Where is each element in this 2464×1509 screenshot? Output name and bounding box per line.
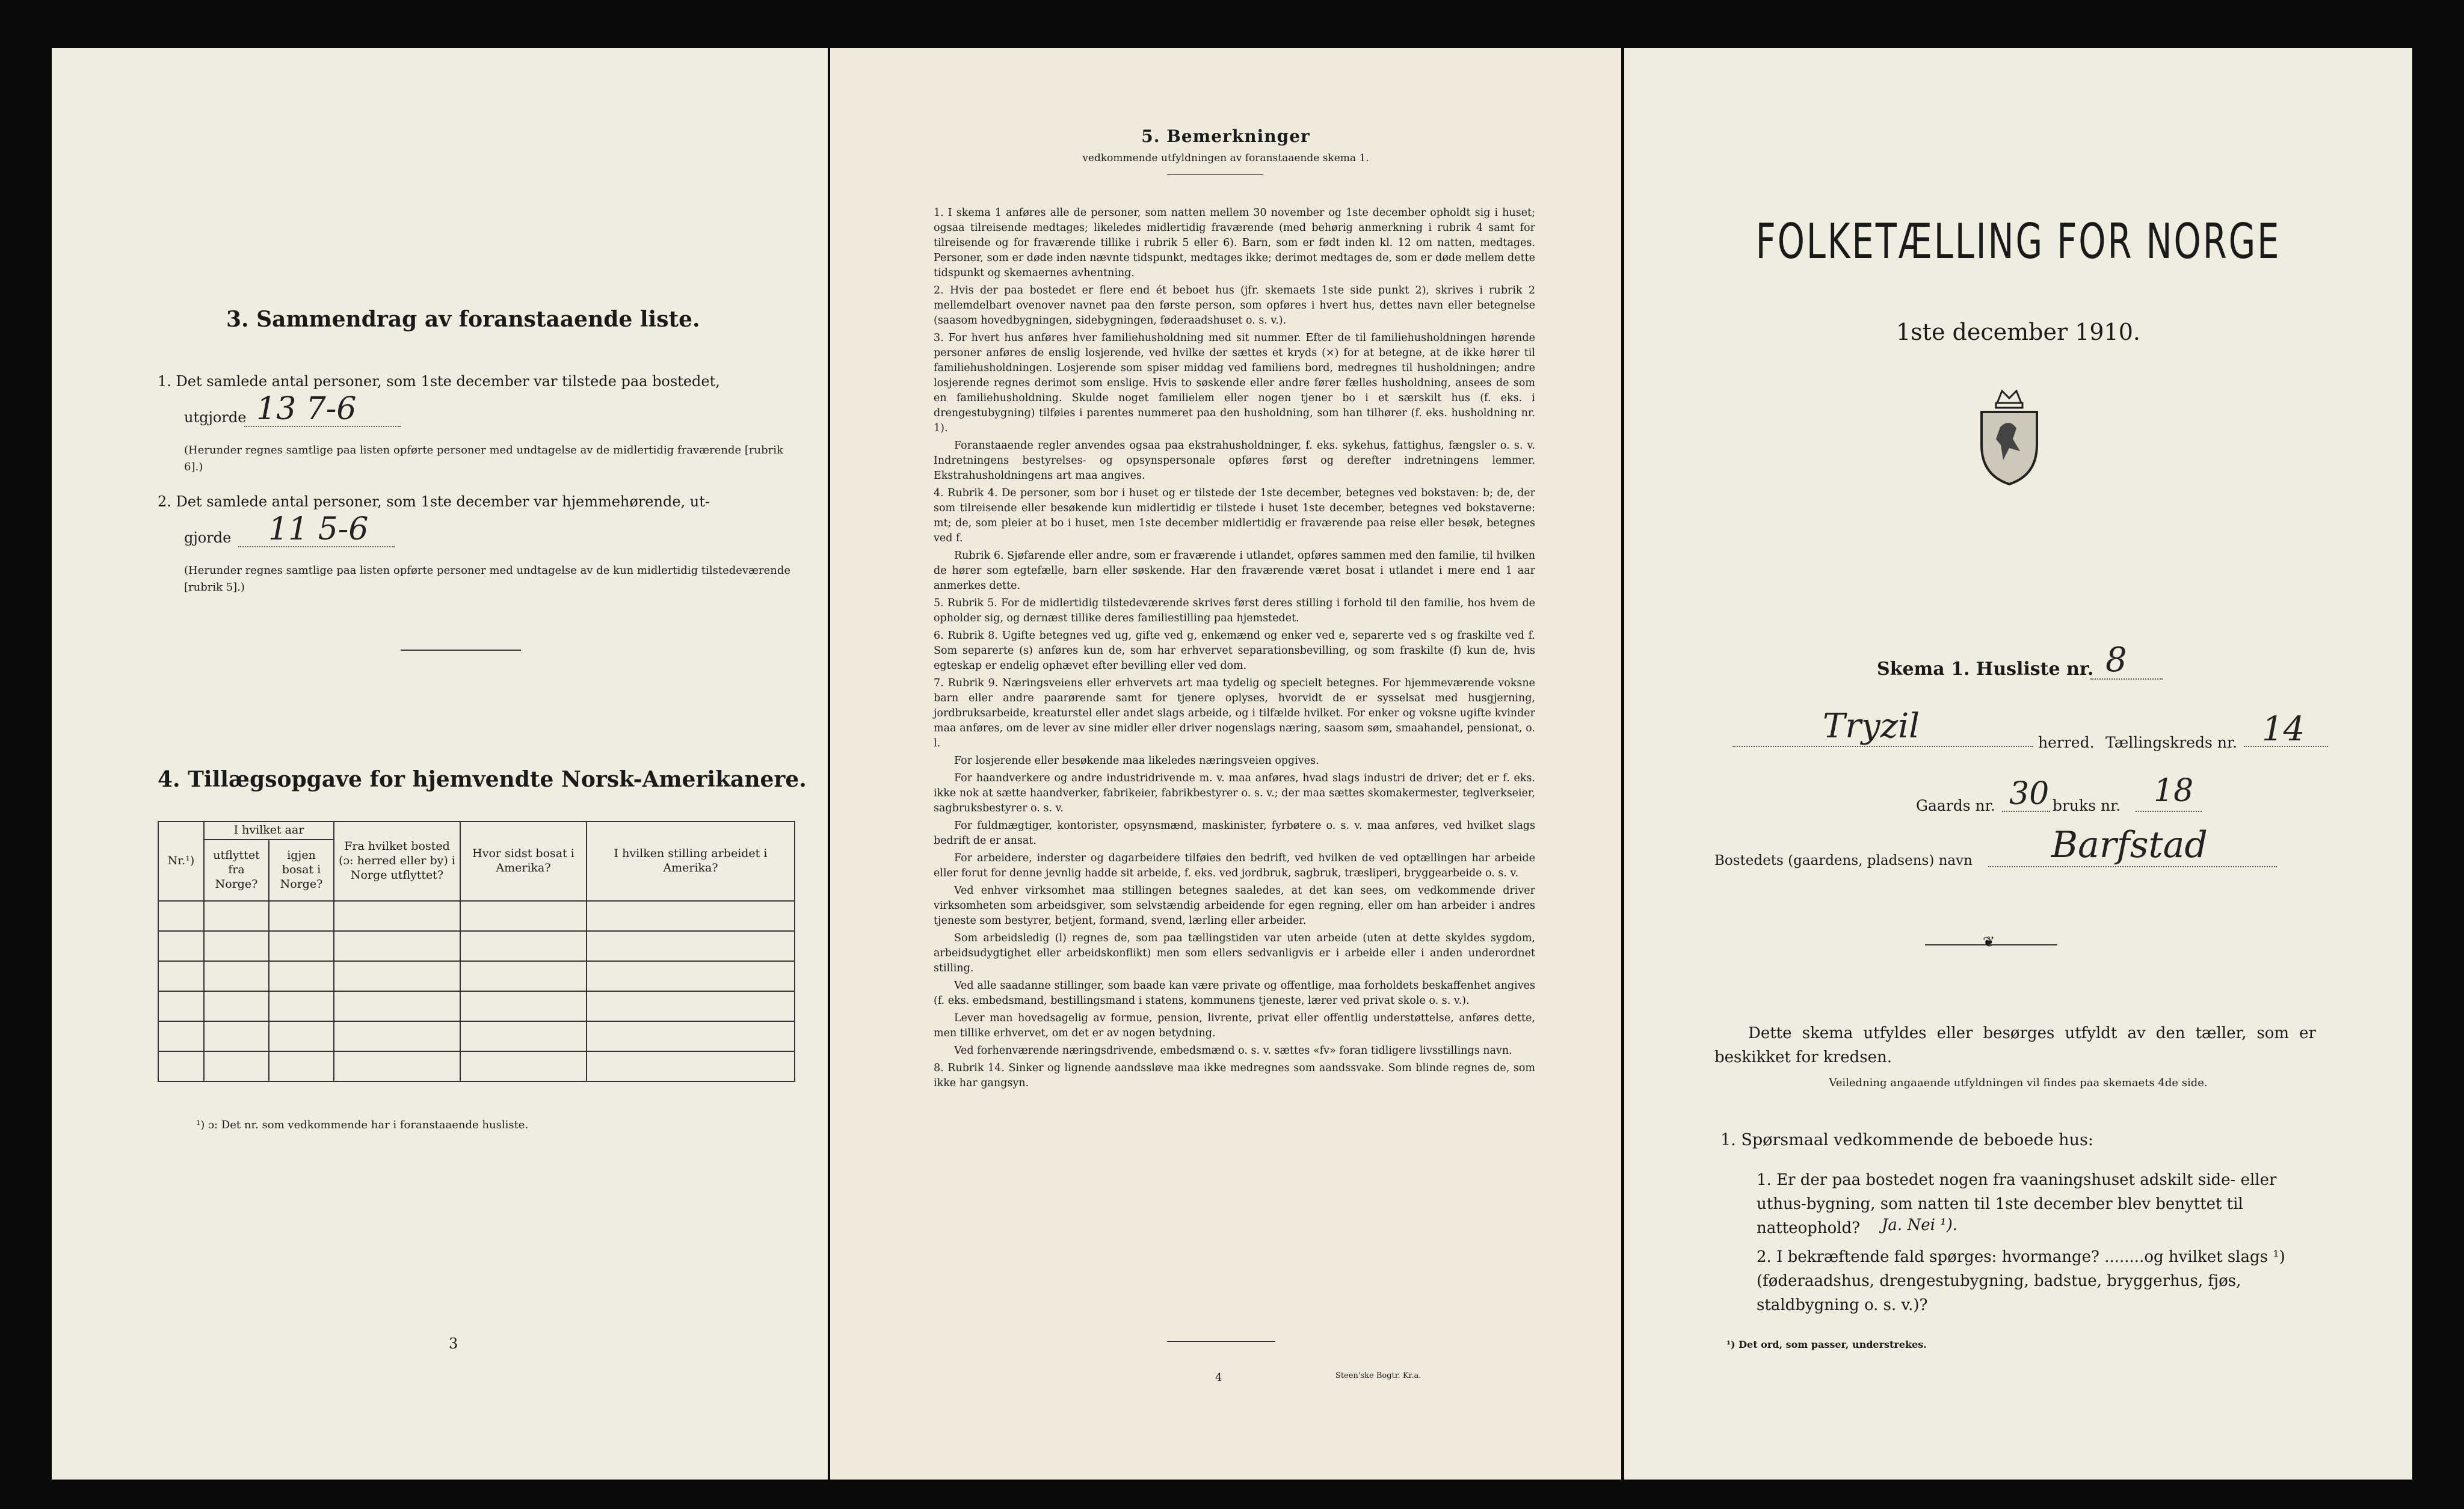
remark-paragraph: 8. Rubrik 14. Sinker og lignende aandssløve maa ikke medregnes som aandssvake. Som blinde regnes de, som ikke har gangsyn. (934, 1062, 1535, 1089)
kreds-label: Tællingskreds nr. (2105, 734, 2238, 751)
page-number: 4 (1215, 1371, 1222, 1384)
questions-heading: 1. Spørsmaal vedkommende de beboede hus: (1720, 1131, 2093, 1149)
th-out: utflyttet fra Norge? (204, 840, 269, 901)
instructions: Dette skema utfyldes eller besørges utfyldt av den tæller, som er beskikket for kredsen. (1714, 1024, 2316, 1066)
table-row (158, 991, 795, 1021)
herred-line (1732, 746, 2033, 747)
bosted-value: Barfstad (2051, 824, 2208, 866)
remark-paragraph: Som arbeidsledig (l) regnes de, som paa tællingstiden var uten arbeide (uten at dette skyldes sygdom, arbeidsudygtighet eller arbeidskonflikt) men som ellers sedvanligvis er i arbeide eller i anden underordnet stilling. (934, 932, 1535, 974)
page-middle (830, 48, 1621, 1480)
item2-lead: gjorde (184, 529, 232, 546)
th-where: Hvor sidst bosat i Amerika? (460, 822, 587, 901)
page-right (1624, 48, 2412, 1480)
bosted-line (1988, 866, 2277, 867)
gaards-label: Gaards nr. (1916, 797, 1995, 814)
section4-title: 4. Tillægsopgave for hjemvendte Norsk-Amerikanere. (158, 767, 807, 792)
table-row (158, 961, 795, 991)
footnote: ¹) ɔ: Det nr. som vedkommende har i foranstaaende husliste. (196, 1119, 529, 1131)
th-back: igjen bosat i Norge? (269, 840, 334, 901)
husliste-line (2090, 678, 2163, 680)
census-date: 1ste december 1910. (1896, 319, 2140, 345)
section3-title: 3. Sammendrag av foranstaaende liste. (226, 307, 700, 332)
end-rule (1167, 1341, 1275, 1342)
remark-paragraph: Rubrik 6. Sjøfarende eller andre, som er fraværende i utlandet, opføres sammen med den familie, til hvilken de hører som egtefælle, barn eller søskende. Har den fraværende været bosat i utlandet i mere end 1 aar anmerkes dette. (934, 550, 1535, 592)
item2-value: 11 5-6 (268, 511, 369, 547)
kreds-value: 14 (2262, 710, 2305, 749)
veiledning: Veiledning angaaende utfyldningen vil findes paa skemaets 4de side. (1829, 1077, 2208, 1089)
herred-label: herred. (2038, 734, 2095, 751)
norsk-amerikanere-table (158, 821, 795, 1082)
item2-note: (Herunder regnes samtlige paa listen opførte personer med undtagelse av de kun midlertidig tilstedeværende [rubrik 5].) (184, 564, 791, 594)
coat-of-arms-icon (1973, 385, 2045, 487)
item1-value: 13 7-6 (256, 391, 357, 427)
remark-paragraph: Ved alle saadanne stillinger, som baade kan være private og offentlige, maa forholdets beskaffenhet angives (f. eks. embedsmand, bestillingsmand i statens, kommunens tjeneste, lærer ved privat skole o. s. v.). (934, 980, 1535, 1007)
th-job: I hvilken stilling arbeidet i Amerika? (587, 822, 795, 901)
remark-paragraph: Ved forhenværende næringsdrivende, embedsmænd o. s. v. sættes «fv» foran tidligere livsstillings navn. (954, 1045, 1512, 1057)
remark-paragraph: Lever man hovedsagelig av formue, pension, livrente, privat eller offentlig understøttelse, anføres dette, men tillike erhvervet, om det er av nogen betydning. (934, 1012, 1535, 1039)
item1-line (244, 426, 401, 427)
remark-paragraph: For fuldmægtiger, kontorister, opsynsmænd, maskinister, fyrbøtere o. s. v. maa anføres, ved hvilket slags bedrift de er ansat. (934, 820, 1535, 847)
remarks-body (934, 206, 1535, 1093)
th-from: Fra hvilket bosted (ɔ: herred eller by) i Norge utflyttet? (334, 822, 460, 901)
footnote: ¹) Det ord, som passer, understrekes. (1726, 1339, 1927, 1350)
kreds-line (2244, 746, 2328, 747)
item1-lead: utgjorde (184, 409, 247, 426)
remark-paragraph: For losjerende eller besøkende maa likeledes næringsveien opgives. (954, 755, 1319, 767)
question-2: 2. I bekræftende fald spørges: hvormange? ........og hvilket slags ¹) (føderaadshus, drengestubygning, badstue, bryggerhus, fjøs, staldbygning o. s. v.)? (1757, 1248, 2285, 1314)
ornament-icon: ❦ (1983, 933, 1995, 950)
remark-paragraph: 1. I skema 1 anføres alle de personer, som natten mellem 30 november og 1ste december opholdt sig i huset; ogsaa tilreisende medtages; likeledes midlertidig fraværende (med behørig anmerkning i rubrik 4 samt for tilreisende og for fraværende tillike i rubrik 5 eller 6). Barn, som er født inden kl. 12 om natten, medtages. Personer, som er døde inden nævnte tidspunkt, medtages ikke; derimot medtages de, som er døde mellem dette tidspunkt og skemaernes avhentning. (934, 207, 1535, 279)
skema-label: Skema 1. Husliste nr. (1877, 659, 2094, 680)
th-nr: Nr.¹) (158, 822, 204, 901)
divider (401, 650, 521, 651)
husliste-nr: 8 (2105, 641, 2127, 680)
page-left (52, 48, 828, 1480)
herred-value: Tryzil (1823, 707, 1920, 746)
remark-paragraph: 7. Rubrik 9. Næringsveiens eller erhvervets art maa tydelig og specielt betegnes. For hjemmeværende voksne barn eller andre paarørende samt for tjenere oplyses, hvorvidt de er sysselsat med husgjerning, jordbruksarbeide, kreaturstel eller andet slags arbeide, og i tilfælde hvilket. For enker og voksne ugifte kvinder maa anføres, om de lever av sine midler eller driver nogenslags næring, saasom søm, smaahandel, pensionat, o. l. (934, 677, 1535, 749)
remark-paragraph: 6. Rubrik 8. Ugifte betegnes ved ug, gifte ved g, enkemænd og enker ved e, separerte ved s og fraskilte ved f. Som separerte (s) anføres kun de, som har erhvervet separationsbevilling, og som fraskilte (f) kun de, hvis egteskap er endelig ophævet efter bevilling eller ved dom. (934, 630, 1535, 672)
item2-text: 2. Det samlede antal personer, som 1ste december var hjemmehørende, ut- (158, 493, 710, 510)
printer-mark: Steen'ske Bogtr. Kr.a. (1335, 1371, 1421, 1380)
item2-line (238, 546, 395, 547)
bruks-label: bruks nr. (2053, 797, 2121, 814)
table-row (158, 1021, 795, 1051)
remark-paragraph: 4. Rubrik 4. De personer, som bor i huset og er tilstede der 1ste december, betegnes ved bokstaven: b; de, der som tilreisende eller besøkende kun midlertidig er tilstede i huset 1ste december, betegnes ved bokstaverne: mt; de, som pleier at bo i huset, men 1ste december midlertidig er fraværende paa reise eller besøk, betegnes ved f. (934, 487, 1535, 544)
item1-note: (Herunder regnes samtlige paa listen opførte personer med undtagelse av de midlertidig fraværende [rubrik 6].) (184, 444, 783, 473)
page-number: 3 (449, 1335, 458, 1352)
remark-paragraph: For arbeidere, inderster og dagarbeidere tilføies den bedrift, ved hvilken de ved optællingen har arbeide eller forut for denne jevnlig hadde sit arbeide, f. eks. ved jordbruk, sagbruk, træsliperi, bryggearbeide o. s. v. (934, 852, 1535, 879)
gaards-value: 30 (2009, 776, 2050, 812)
bosted-label: Bostedets (gaardens, pladsens) navn (1714, 853, 1973, 868)
remarks-subheading: vedkommende utfyldningen av foranstaaende skema 1. (1082, 152, 1369, 164)
table-row (158, 901, 795, 931)
remarks-heading: 5. Bemerkninger (1141, 126, 1310, 146)
remark-paragraph: Foranstaaende regler anvendes ogsaa paa ekstrahusholdninger, f. eks. sykehus, fattighus, fængsler o. s. v. Indretningens bestyrelses- og opsynspersonale opføres først og derefter indretningens lemmer. Ekstrahusholdningens art maa angives. (934, 440, 1535, 482)
remark-paragraph: 3. For hvert hus anføres hver familiehusholdning med sit nummer. Efter de til familiehusholdningen hørende personer anføres de enslig losjerende, ved hvilke der sættes et kryds (×) for at betegne, at de ikke hører til familiehusholdningen. Losjerende som spiser middag ved familiens bord, medregnes til husholdningen; andre losjerende regnes derimot som enslige. Hvis to søskende eller andre fører fælles husholdning, ansees de som en familiehusholdning. Skulde noget familielem eller nogen tjener bo i et særskilt hus (f. eks. i drengestubygning) tilføies i parentes nummeret paa den husholdning, som han tilhører (f. eks. husholdning nr. 1). (934, 332, 1535, 434)
th-year: I hvilket aar (204, 822, 334, 840)
remark-paragraph: 2. Hvis der paa bostedet er flere end ét beboet hus (jfr. skemaets 1ste side punkt 2), skrives i rubrik 2 mellemdelbart ovenover navnet paa den første person, som opføres i hvert hus, dettes navn eller betegnelse (saasom hovedbygningen, sidebygningen, føderaadshuset o. s. v.). (934, 284, 1535, 327)
remark-paragraph: For haandverkere og andre industridrivende m. v. maa anføres, hvad slags industri de driver; det er f. eks. ikke nok at sætte haandverker, fabrikeier, fabrikbestyrer o. s. v.; der maa sættes skomakermester, teglverkseier, sagbruksbestyrer o. s. v. (934, 772, 1535, 814)
bruks-value: 18 (2154, 773, 2194, 809)
question-1-answer: Ja. Nei ¹). (1882, 1216, 1958, 1234)
table-row (158, 1051, 795, 1081)
bruks-line (2136, 811, 2202, 812)
remark-paragraph: Ved enhver virksomhet maa stillingen betegnes saaledes, at det kan sees, om vedkommende driver virksomheten som arbeidsgiver, som selvstændig arbeidende for egen regning, eller om han arbeider i andres tjeneste som bestyrer, betjent, formand, svend, lærling eller arbeider. (934, 885, 1535, 927)
census-title: FOLKETÆLLING FOR NORGE (1755, 214, 2281, 269)
heading-rule (1167, 174, 1263, 175)
table-row (158, 931, 795, 961)
gaards-line (2002, 811, 2050, 812)
remark-paragraph: 5. Rubrik 5. For de midlertidig tilstedeværende skrives først deres stilling i forhold til den familie, hos hvem de opholder sig, og dernæst tillike deres familiestilling paa hjemstedet. (934, 597, 1535, 624)
item1-text: 1. Det samlede antal personer, som 1ste december var tilstede paa bostedet, (158, 373, 720, 390)
question-1: 1. Er der paa bostedet nogen fra vaaningshuset adskilt side- eller uthus-bygning, som natten til 1ste december blev benyttet til natteophold? (1757, 1171, 2277, 1237)
